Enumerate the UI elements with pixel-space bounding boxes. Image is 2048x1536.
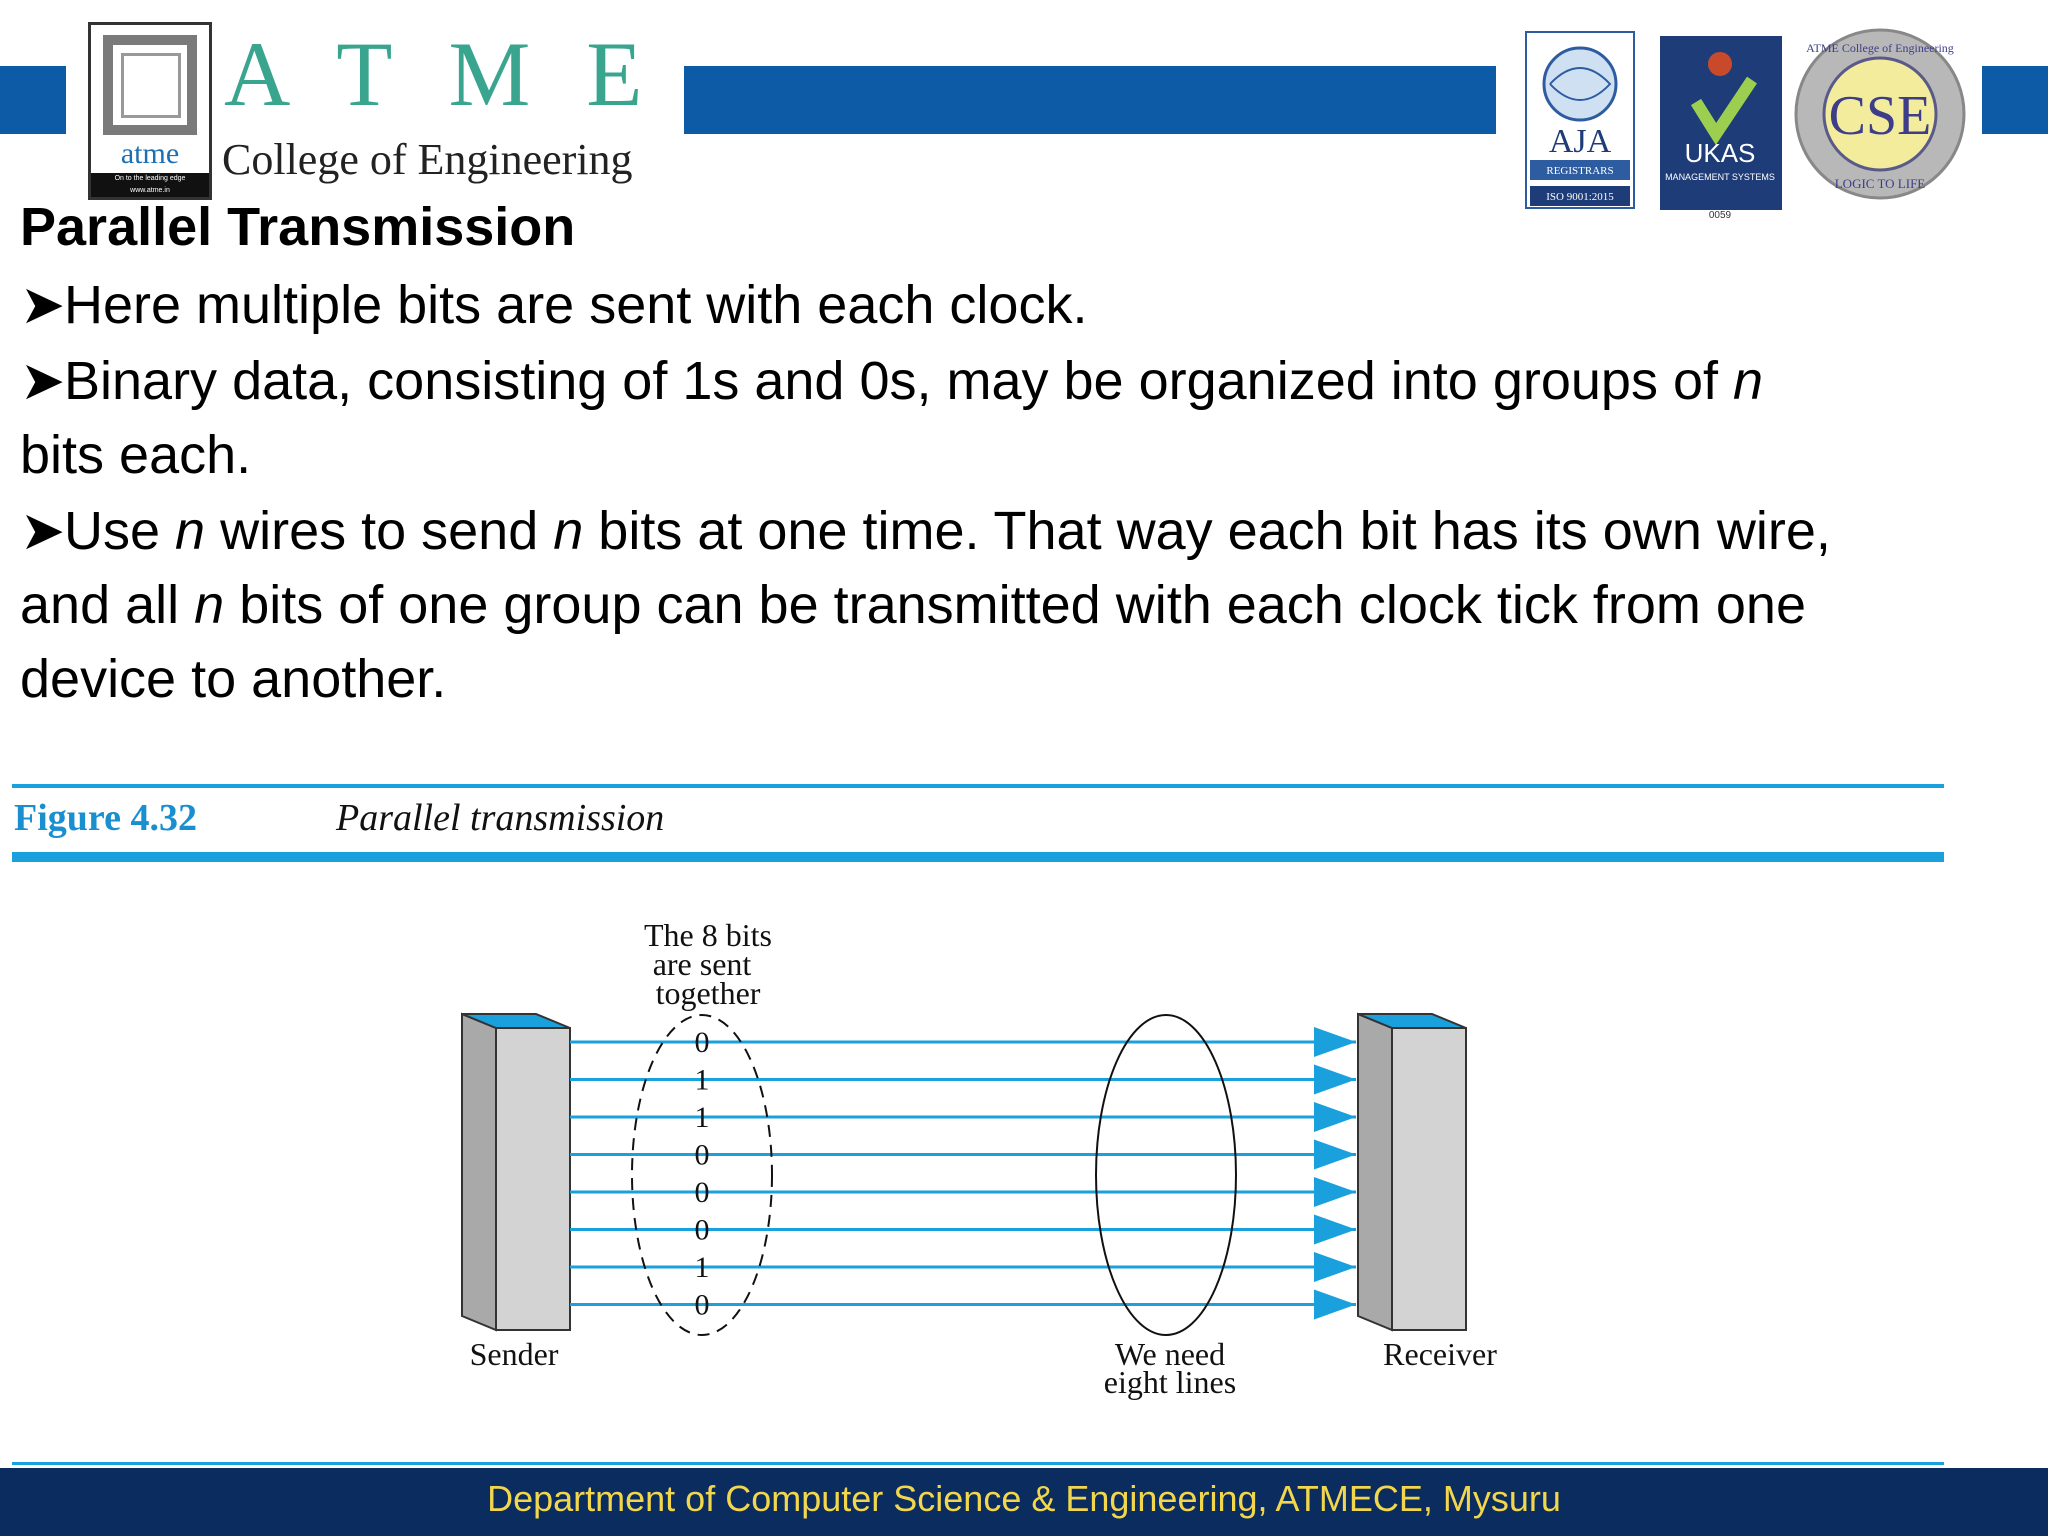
arrow-bullet-icon: ➤: [20, 351, 66, 411]
cse-ring-top: ATME College of Engineering: [1806, 41, 1954, 55]
cse-text: CSE: [1828, 85, 1932, 147]
logo-small-text: atme: [120, 137, 180, 170]
bit-value: 0: [694, 1026, 710, 1059]
figure-caption: Parallel transmission: [336, 797, 665, 839]
receiver-device: [1358, 1014, 1466, 1330]
bits-label-1: The 8 bits: [644, 917, 772, 953]
bullet-2: [20, 344, 1763, 492]
logo-tagline-strip: On to the leading edge www.atme.in: [91, 173, 209, 197]
bullet-3: [20, 494, 1964, 716]
arrow-bullet-icon: ➤: [20, 275, 66, 335]
bullet-3-n2: n: [553, 501, 584, 561]
footer-text: Department of Computer Science & Engineering, ATMECE, Mysuru: [487, 1478, 1561, 1519]
arrow-bullet-icon: ➤: [20, 501, 66, 561]
bullet-3-text-c: bits at one time. That way each bit has its own wire,: [583, 501, 1831, 561]
figure-number: Figure 4.32: [14, 797, 197, 839]
cse-badge-icon: [1796, 30, 1964, 198]
college-name: College of Engineering: [222, 135, 633, 184]
brand-letters: ATME: [224, 23, 699, 125]
ukas-text: UKAS: [1684, 138, 1756, 168]
bit-value: 0: [694, 1213, 710, 1247]
bit-value: 0: [694, 1176, 710, 1209]
bullet-3-n1: n: [175, 501, 206, 561]
bullet-3-text-f: device to another.: [20, 649, 447, 709]
sender-device: [462, 1014, 570, 1330]
aja-sub: REGISTRARS: [1546, 165, 1614, 177]
atme-logo: [88, 22, 212, 200]
footer-rule: [12, 1462, 1944, 1465]
ukas-sub: MANAGEMENT SYSTEMS: [1665, 172, 1775, 182]
aja-badge-icon: [1526, 32, 1634, 208]
ukas-num: 0059: [1708, 210, 1732, 221]
certification-badges: [1520, 22, 1970, 222]
header-band-left: [0, 66, 66, 134]
bit-value: 1: [694, 1251, 710, 1284]
bullet-3-text-e: bits of one group can be transmitted with each clock tick from one: [224, 575, 1806, 635]
slide-title: Parallel Transmission: [20, 197, 576, 257]
aja-iso: ISO 9001:2015: [1546, 191, 1614, 203]
bullet-2-text-b: bits each.: [20, 425, 252, 485]
aja-text: AJA: [1548, 123, 1612, 160]
bit-value: 1: [694, 1101, 710, 1134]
bullet-2-n: n: [1733, 351, 1764, 411]
bit-value: 1: [694, 1063, 710, 1097]
bullet-3-text-a: Use: [64, 501, 176, 561]
ukas-badge-icon: [1660, 36, 1782, 221]
bits-label-3: together: [655, 975, 761, 1011]
bullet-1-text: Here multiple bits are sent with each clock.: [64, 275, 1088, 335]
bullet-3-text-b: wires to send: [205, 501, 554, 561]
logo-frame-icon: [103, 35, 197, 135]
receiver-label: Receiver: [1383, 1336, 1497, 1372]
lines-label-1: We need: [1114, 1336, 1226, 1372]
transmission-lines: [570, 1042, 1356, 1305]
figure-top-rule: [12, 784, 1944, 788]
cse-ring-bottom: LOGIC TO LIFE: [1834, 176, 1926, 191]
header-band-right: [1982, 66, 2048, 134]
bits-label-2: are sent: [652, 946, 752, 982]
lines-label-2: eight lines: [1103, 1364, 1237, 1400]
bullet-2-text-a: Binary data, consisting of 1s and 0s, may be organized into groups of: [64, 351, 1733, 411]
bit-values: [695, 1026, 710, 1322]
bit-value: 0: [694, 1138, 710, 1172]
lines-ellipse: [1096, 1015, 1236, 1335]
header-band-middle: [684, 66, 1496, 134]
figure-bottom-rule: [12, 852, 1944, 862]
parallel-transmission-diagram: [0, 900, 2048, 1420]
bullet-3-n3: n: [194, 575, 225, 635]
bullet-1: [20, 268, 1087, 342]
bit-value: 0: [694, 1288, 710, 1322]
bullet-3-text-d: and all: [20, 575, 195, 635]
sender-label: Sender: [469, 1336, 559, 1372]
